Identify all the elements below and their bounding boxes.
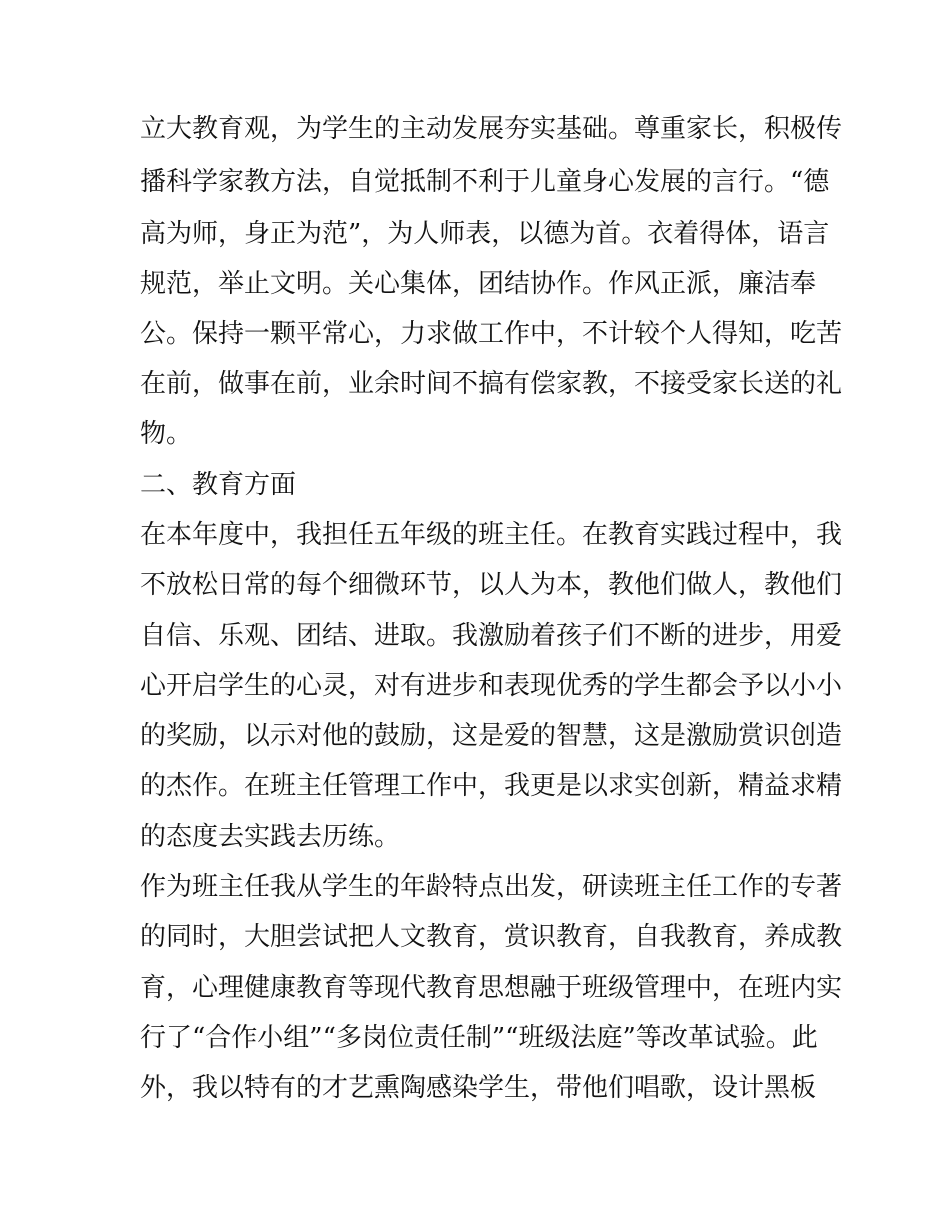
text-line: 育，心理健康教育等现代教育思想融于班级管理中，在班内实	[140, 973, 843, 1003]
text-line: 自信、乐观、团结、进取。我激励着孩子们不断的进步，用爱	[140, 621, 843, 651]
text-line: 的杰作。在班主任管理工作中，我更是以求实创新，精益求精	[140, 771, 843, 801]
text-line: 的同时，大胆尝试把人文教育，赏识教育，自我教育，养成教	[140, 922, 843, 952]
text-line: 在本年度中，我担任五年级的班主任。在教育实践过程中，我	[140, 520, 843, 550]
text-line: 不放松日常的每个细微环节，以人为本，教他们做人，教他们	[140, 570, 843, 600]
text-line: 行了“合作小组”“多岗位责任制”“班级法庭”等改革试验。此	[140, 1023, 818, 1053]
text-line: 的奖励，以示对他的鼓励，这是爱的智慧，这是激励赏识创造	[140, 721, 843, 751]
section-heading: 二、教育方面	[140, 470, 297, 500]
text-line: 规范，举止文明。关心集体，团结协作。作风正派，廉洁奉	[140, 269, 817, 299]
text-line: 高为师，身正为范”，为人师表，以德为首。衣着得体，语言	[140, 219, 830, 249]
text-line: 作为班主任我从学生的年龄特点出发，研读班主任工作的专著	[140, 872, 843, 902]
text-line: 的态度去实践去历练。	[140, 822, 401, 852]
text-line: 外，我以特有的才艺熏陶感染学生，带他们唱歌，设计黑板	[140, 1073, 817, 1103]
text-line: 立大教育观，为学生的主动发展夯实基础。尊重家长，积极传	[140, 114, 843, 144]
text-line: 在前，做事在前，业余时间不搞有偿家教，不接受家长送的礼	[140, 369, 843, 399]
text-line: 物。	[140, 419, 193, 449]
text-line: 播科学家教方法，自觉抵制不利于儿童身心发展的言行。“德	[140, 167, 830, 197]
text-line: 心开启学生的心灵，对有进步和表现优秀的学生都会予以小小	[140, 671, 843, 701]
text-line: 公。保持一颗平常心，力求做工作中，不计较个人得知，吃苦	[140, 319, 843, 349]
